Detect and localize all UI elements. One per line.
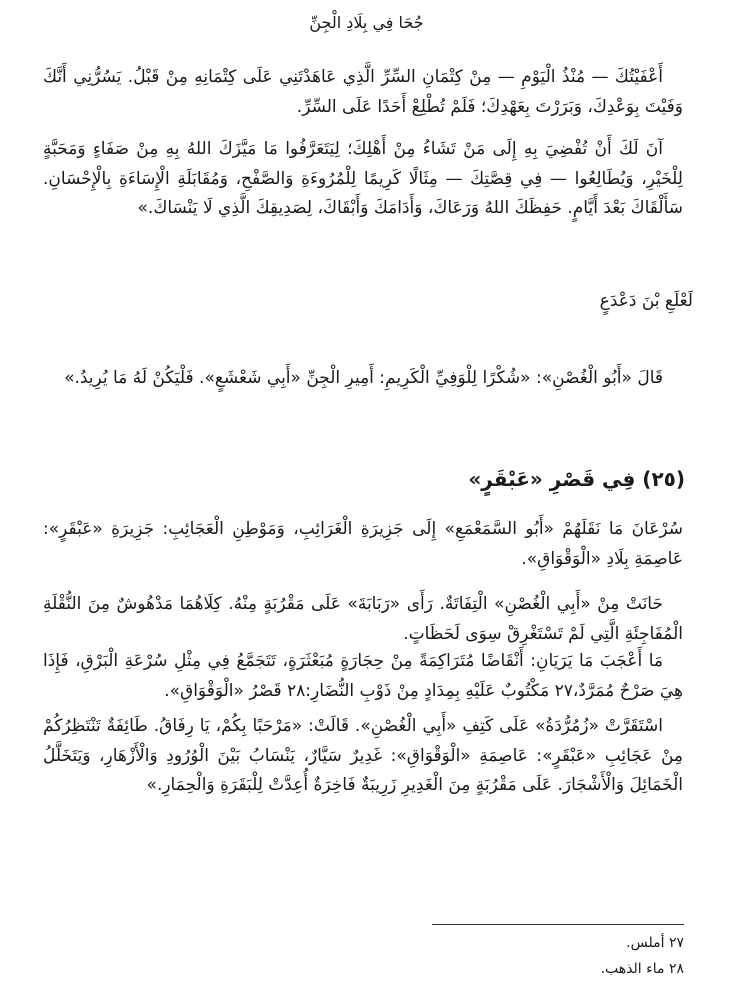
- letter-paragraph-1: أَعْفَيْتُكَ — مُنْذُ الْيَوْمِ — مِنْ كِتْمَانِ السِّرِّ الَّذِي عَاهَدْتَنِي عَلَى كِتْمَانِهِ مِنْ قَبْلُ. يَسُرُّنِي أَنَّكَ وَفَيْتَ بِوَعْدِكَ، وَبَرَرْتَ بِعَهْدِكَ؛ فَلَمْ تُطْلِعْ أَحَدًا عَلَى السِّرِّ.: [43, 67, 683, 117]
- section-paragraph-4: اسْتَقَرَّتْ «زُمُرُّدَةُ» عَلَى كَتِفِ «أَبِي الْغُصْنِ». قَالَتْ: «مَرْحَبًا بِكُمْ، يَا رِفَاقُ. طَائِفَةٌ تَنْتَظِرُكُمْ مِنْ عَجَائِبِ «عَبْقَرٍ»: عَاصِمَةِ «الْوَقْوَاقِ»: غَدِيرٌ سَيَّارٌ، يَنْسَابُ بَيْنَ الْوُرُودِ وَالْأَزْهَارِ، وَيَتَخَلَّلُ الْخَمَائِلَ وَالْأَشْجَارَ. عَلَى مَقْرُبَةٍ مِنَ الْغَدِيرِ زَرِيبَةٌ فَاخِرَةٌ أُعِدَّتْ لِلْبَقَرَةِ وَالْحِمَارِ.»: [43, 716, 683, 796]
- footnote-divider: [432, 924, 684, 925]
- letter-paragraph-2: آنَ لَكَ أَنْ تُفْضِيَ بِهِ إِلَى مَنْ تَشَاءُ مِنْ أَهْلِكَ؛ لِيَتَعَرَّفُوا مَا مَيَّزَكَ اللهُ بِهِ مِنْ صَفَاءٍ وَمَحَبَّةٍ لِلْخَيْرِ، وَيُطَالِعُوا — فِي قِصَّتِكَ — مِثَالًا كَرِيمًا لِلْمُرُوءَةِ وَالصَّفْحِ، وَمُقَابَلَةِ الْإِسَاءَةِ بِالْإِحْسَانِ. سَأَلْقَاكَ بَعْدَ أَيَّامٍ. حَفِظَكَ اللهُ وَرَعَاكَ، وَأَدَامَكَ وَأَبْقَاكَ، لِصَدِيقِكَ الَّذِي لَا يَنْسَاكَ.»: [43, 139, 683, 219]
- section-heading: (٢٥) فِي قَصْرِ «عَبْقَرٍ»: [468, 467, 685, 491]
- running-head: جُحَا فِي بِلَادِ الْجِنِّ: [309, 13, 424, 32]
- footnote-28: ٢٨ ماء الذهب.: [600, 961, 684, 977]
- section-paragraph-3: مَا أَعْجَبَ مَا يَرَيَانِ: أَنْقَاضًا مُتَرَاكِمَةً مِنْ حِجَارَةٍ مُبَعْثَرَةٍ، تَتَجَمَّعُ فِي مِثْلِ سُرْعَةِ الْبَرْقِ، فَإِذَا هِيَ صَرْحٌ مُمَرَّدٌ،٢٧ مَكْتُوبٌ عَلَيْهِ بِمِدَادٍ مِنْ ذَوْبِ النُّضَارِ:٢٨ قَصْرُ «الْوَقْوَاقِ».: [43, 651, 683, 701]
- footnote-27: ٢٧ أملس.: [626, 935, 684, 951]
- section-paragraph-2: حَانَتْ مِنْ «أَبِي الْغُصْنِ» الْتِفَاتَةٌ. رَأَى «رَبَابَةَ» عَلَى مَقْرُبَةٍ مِنْهُ. كِلَاهُمَا مَدْهُوشٌ مِنَ النُّقْلَةِ الْمُفَاجِئَةِ الَّتِي لَمْ تَسْتَغْرِقْ سِوَى لَحَظَاتٍ.: [43, 594, 683, 644]
- reply-paragraph: قَالَ «أَبُو الْغُصْنِ»: «شُكْرًا لِلْوَفِيِّ الْكَرِيمِ: أَمِيرِ الْجِنِّ «أَبِي شَعْشَعٍ». فَلْيَكُنْ لَهُ مَا يُرِيدُ.»: [64, 368, 663, 388]
- section-paragraph-1: سُرْعَانَ مَا نَقَلَهُمْ «أَبُو السَّمَعْمَعِ» إِلَى جَزِيرَةِ الْغَرَائِبِ، وَمَوْطِنِ الْعَجَائِبِ: جَزِيرَةِ «عَبْقَرٍ»: عَاصِمَةِ بِلَادِ «الْوَقْوَاقِ».: [43, 519, 683, 569]
- letter-signature: لَعْلَعِ بْنَ دَعْدَعٍ: [599, 291, 693, 311]
